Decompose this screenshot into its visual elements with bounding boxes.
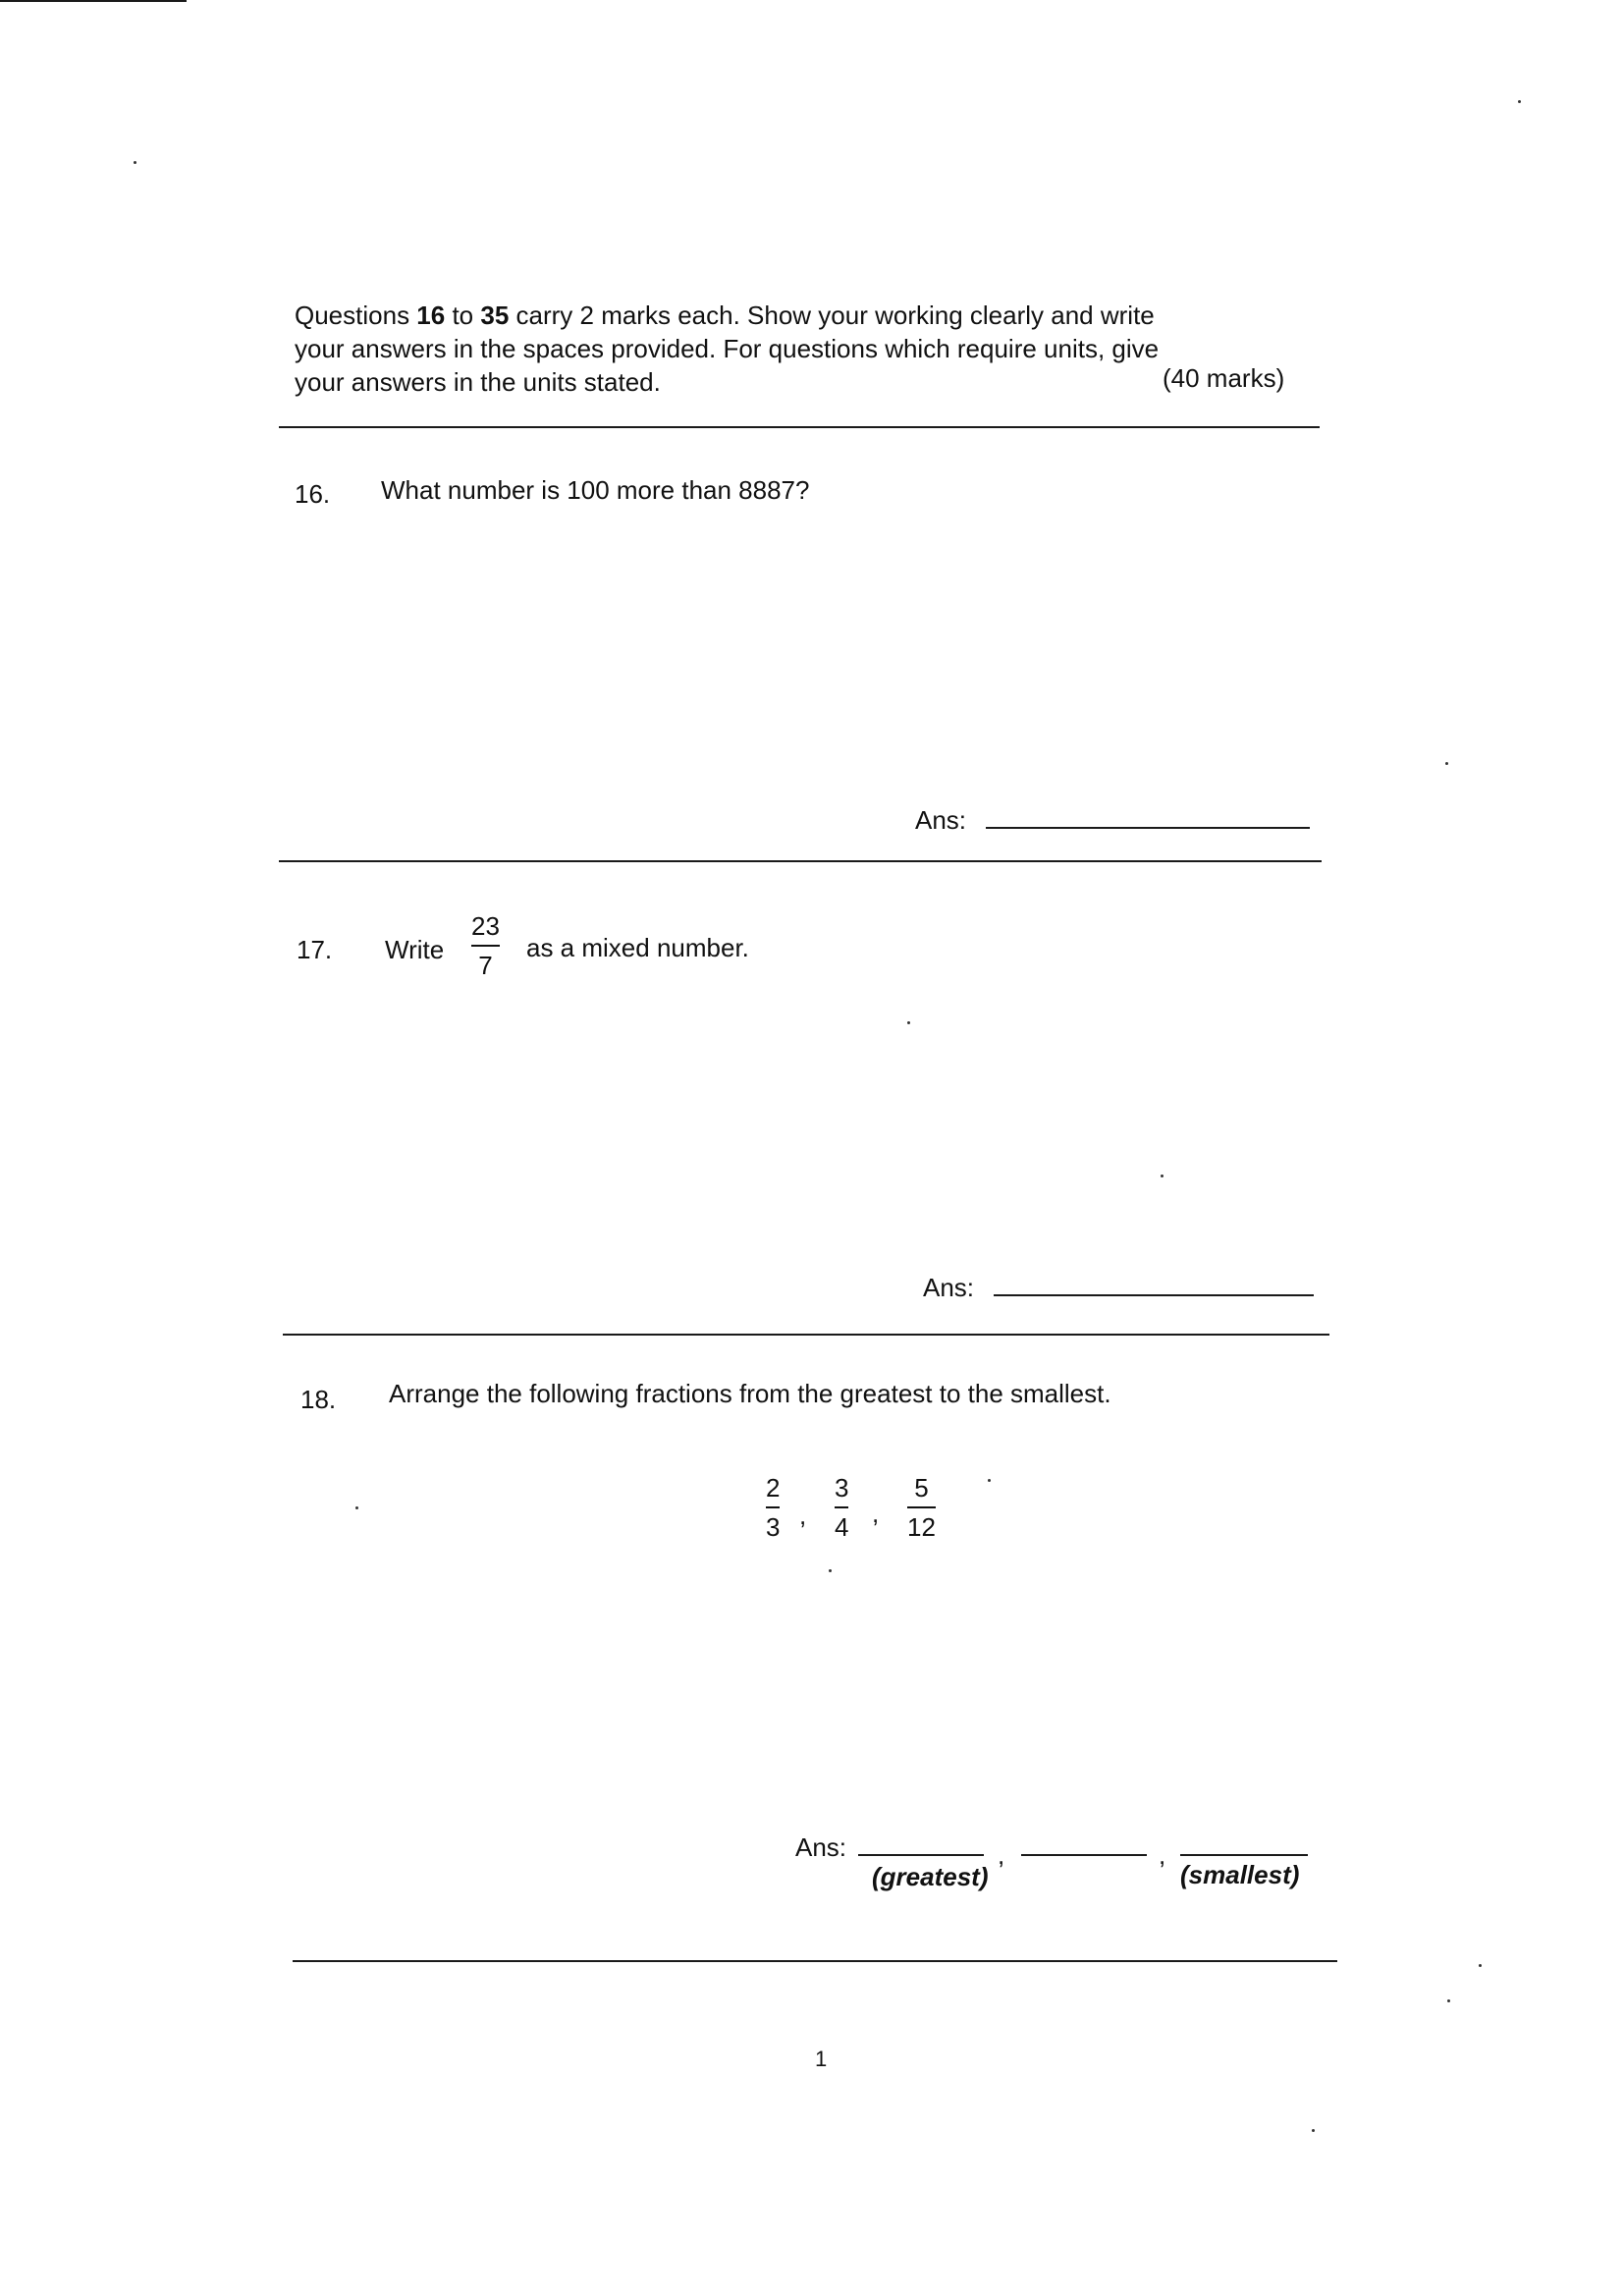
fraction-numerator: 5 [914, 1473, 929, 1503]
scan-speck [988, 1479, 991, 1482]
fraction-numerator: 2 [766, 1473, 781, 1503]
answer-line-middle[interactable] [1021, 1854, 1147, 1856]
fraction-numerator: 3 [835, 1473, 849, 1503]
fraction-bar [471, 945, 500, 947]
answer-label: Ans: [795, 1832, 847, 1862]
question-start-number: 16 [416, 301, 446, 330]
divider [283, 1334, 1329, 1336]
fraction-bar [835, 1506, 848, 1508]
scan-speck [355, 1506, 358, 1509]
fraction-denominator: 4 [835, 1512, 849, 1542]
question-number: 17. [297, 935, 333, 964]
separator-comma: , [998, 1840, 1005, 1870]
scan-speck [829, 1569, 832, 1572]
fraction-numerator: 23 [471, 911, 500, 941]
smallest-label: (smallest) [1180, 1860, 1300, 1889]
instructions-text: carry 2 marks each. Show your working clearly and write [509, 301, 1155, 330]
question-text: Write [385, 935, 445, 964]
instructions-line-3: your answers in the units stated. [295, 367, 661, 397]
greatest-label: (greatest) [872, 1862, 989, 1891]
instructions-text: Questions [295, 301, 417, 330]
corner-mark [0, 0, 187, 2]
scan-speck [1518, 100, 1521, 103]
question-end-number: 35 [480, 301, 510, 330]
separator-comma: , [799, 1501, 807, 1530]
separator-comma: , [1159, 1840, 1166, 1870]
question-text: What number is 100 more than 8887? [381, 475, 810, 505]
answer-line-greatest[interactable] [858, 1854, 984, 1856]
answer-line[interactable] [986, 827, 1310, 829]
divider [279, 426, 1320, 428]
question-number: 18. [300, 1385, 337, 1414]
answer-label: Ans: [923, 1273, 975, 1302]
question-number: 16. [295, 479, 331, 509]
scan-speck [1447, 1999, 1450, 2002]
scan-speck [907, 1021, 910, 1024]
scan-speck [1161, 1175, 1164, 1177]
instructions-line-1 [295, 302, 1155, 328]
fraction-denominator: 7 [478, 951, 493, 980]
instructions-text: to [445, 301, 481, 330]
divider [293, 1960, 1337, 1962]
total-marks: (40 marks) [1163, 363, 1285, 393]
separator-comma: , [872, 1499, 880, 1528]
answer-line-smallest[interactable] [1180, 1854, 1308, 1856]
scan-speck [1312, 2129, 1315, 2132]
fraction [835, 1475, 848, 1540]
fraction-denominator: 12 [907, 1512, 936, 1542]
question-text: Arrange the following fractions from the greatest to the smallest. [389, 1379, 1111, 1408]
question-text: as a mixed number. [526, 933, 749, 962]
page-number: 1 [815, 2047, 828, 2071]
answer-line[interactable] [994, 1294, 1314, 1296]
instructions-line-2: your answers in the spaces provided. For questions which require units, give [295, 334, 1160, 363]
fraction-denominator: 3 [766, 1512, 781, 1542]
fraction-bar [766, 1506, 780, 1508]
scan-speck [1445, 762, 1448, 765]
fraction [766, 1475, 780, 1540]
fraction-bar [907, 1506, 936, 1508]
scan-speck [1479, 1964, 1482, 1967]
divider [279, 860, 1322, 862]
fraction [907, 1475, 936, 1540]
fraction [471, 913, 500, 978]
answer-label: Ans: [915, 805, 967, 835]
scan-speck [134, 161, 136, 164]
